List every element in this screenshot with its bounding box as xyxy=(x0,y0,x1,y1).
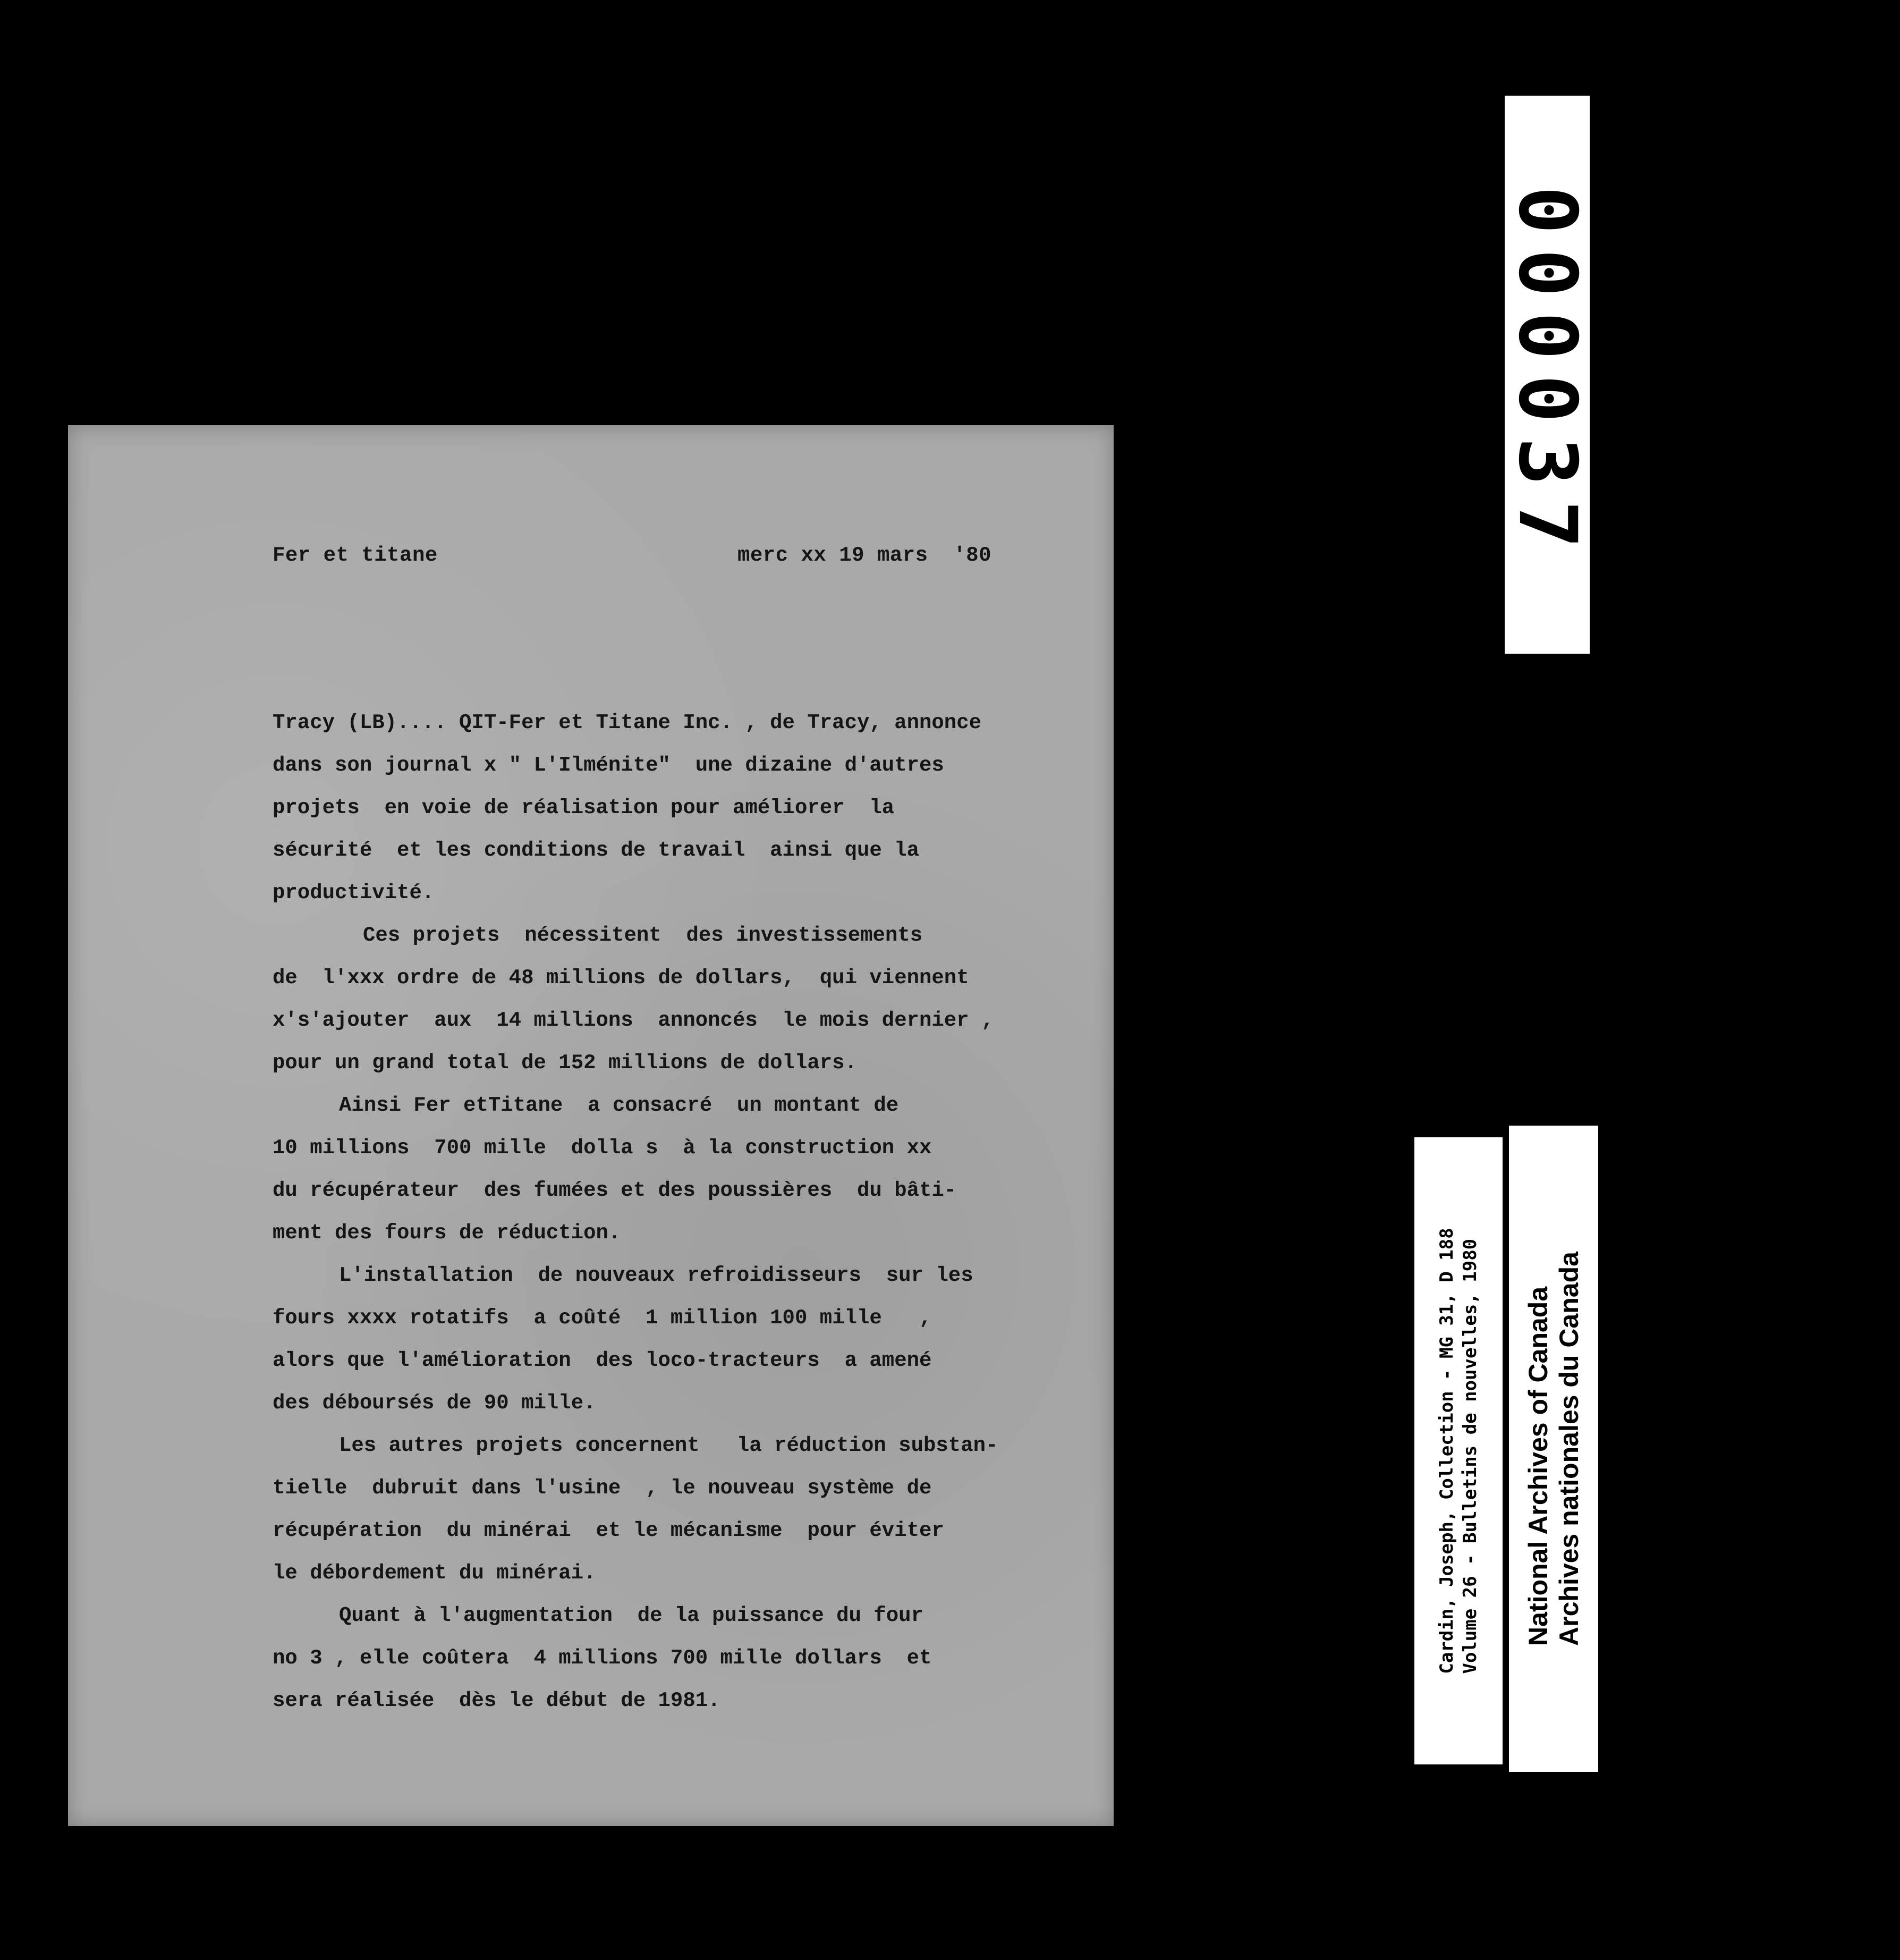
document-header-title: Fer et titane xyxy=(273,544,438,567)
document-body xyxy=(273,702,1101,1722)
body-line: Ainsi Fer etTitane a consacré un montant de xyxy=(339,1094,899,1117)
body-line: ment des fours de réduction. xyxy=(273,1221,621,1245)
body-line: tielle dubruit dans l'usine , le nouveau système de xyxy=(273,1476,932,1500)
body-line: projets en voie de réalisation pour améliorer la xyxy=(273,796,895,820)
body-line: pour un grand total de 152 millions de dollars. xyxy=(273,1051,857,1075)
body-line: Ces projets nécessitent des investissements xyxy=(363,924,923,947)
body-line: le débordement du minérai. xyxy=(273,1561,596,1585)
body-line: récupération du minérai et le mécanisme pour éviter xyxy=(273,1519,944,1542)
archives-label xyxy=(1509,1126,1598,1772)
body-line: Les autres projets concernent la réduction substan- xyxy=(339,1434,998,1457)
body-line: fours xxxx rotatifs a coûté 1 million 100 mille , xyxy=(273,1306,932,1330)
body-line: no 3 , elle coûtera 4 millions 700 mille dollars et xyxy=(273,1646,932,1670)
body-line: sera réalisée dès le début de 1981. xyxy=(273,1689,720,1712)
body-line: 10 millions 700 mille dolla s à la construction xx xyxy=(273,1136,932,1160)
archives-label-english: National Archives of Canada xyxy=(1523,1286,1553,1646)
collection-label xyxy=(1414,1137,1503,1764)
document-header-date: merc xx 19 mars '80 xyxy=(737,544,992,567)
collection-label-line: Cardin, Joseph, Collection - MG 31, D 188 xyxy=(1436,1228,1457,1674)
frame-number-strip xyxy=(1501,96,1594,654)
body-line: sécurité et les conditions de travail ainsi que la xyxy=(273,839,919,862)
body-line: du récupérateur des fumées et des poussières du bâti- xyxy=(273,1179,957,1202)
collection-label-line: Volume 26 - Bulletins de nouvelles, 1980 xyxy=(1460,1238,1481,1674)
body-line: L'installation de nouveaux refroidisseurs sur les xyxy=(339,1264,973,1287)
body-line: x's'ajouter aux 14 millions annoncés le mois dernier , xyxy=(273,1009,994,1032)
frame-number: 000037 xyxy=(1501,186,1594,563)
body-line: productivité. xyxy=(273,881,435,905)
body-line: des déboursés de 90 mille. xyxy=(273,1391,596,1415)
body-line: dans son journal x " L'Ilménite" une dizaine d'autres xyxy=(273,754,944,777)
body-line: Tracy (LB).... QIT-Fer et Titane Inc. , de Tracy, annonce xyxy=(273,711,982,734)
archives-label-french: Archives nationales du Canada xyxy=(1554,1252,1584,1646)
body-line: Quant à l'augmentation de la puissance du four xyxy=(339,1604,923,1627)
body-line: de l'xxx ordre de 48 millions de dollars, qui viennent xyxy=(273,966,969,990)
document-page xyxy=(68,425,1114,1826)
body-line: alors que l'amélioration des loco-tracteurs a amené xyxy=(273,1349,932,1372)
